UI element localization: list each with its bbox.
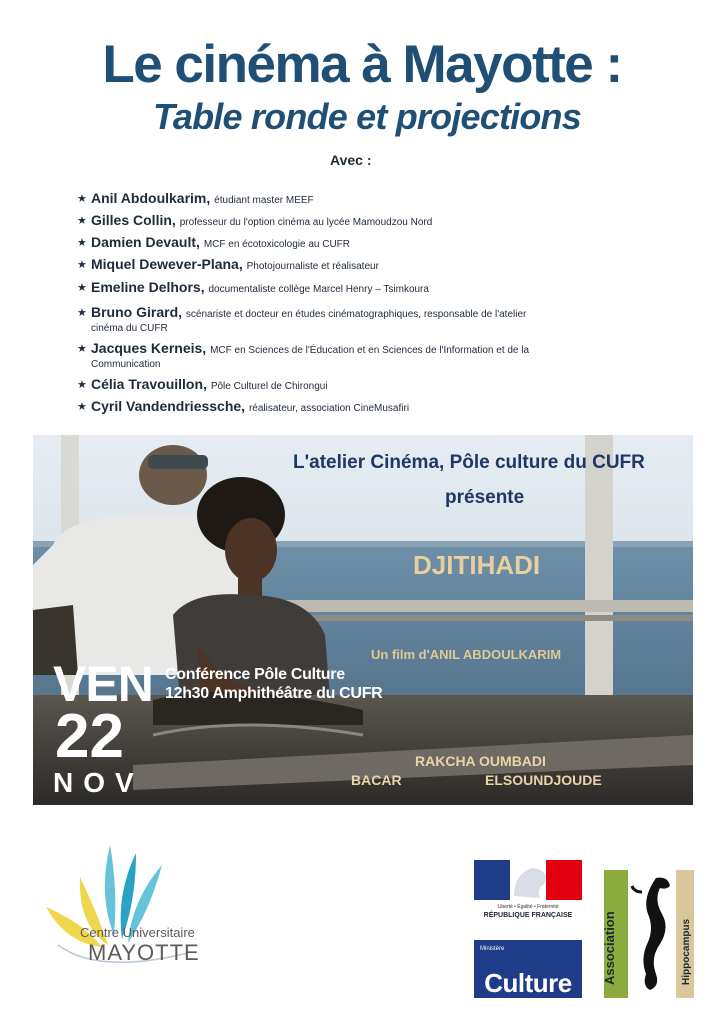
- star-icon: ★: [77, 401, 87, 413]
- participant-name: Miquel Dewever-Plana,: [91, 256, 243, 272]
- star-icon: ★: [77, 343, 87, 355]
- participant-name: Gilles Collin,: [91, 212, 176, 228]
- star-icon: ★: [77, 282, 87, 294]
- star-icon: ★: [77, 237, 87, 249]
- participant-item: [77, 279, 429, 298]
- star-icon: ★: [77, 215, 87, 227]
- participant-name: Jacques Kerneis,: [91, 340, 207, 356]
- university-name-line2: MAYOTTE: [88, 940, 200, 965]
- participant-item: [77, 190, 314, 209]
- event-day-number: 22: [55, 702, 124, 771]
- participant-item: [77, 304, 526, 335]
- participant-role: Pôle Culturel de Chirongui: [210, 381, 328, 392]
- participant-role: réalisateur, association CineMusafiri: [248, 403, 410, 414]
- star-icon: ★: [77, 193, 87, 205]
- participant-role: MCF en Sciences de l'Éducation et en Sciences de l'Information et de la: [210, 345, 530, 356]
- star-icon: ★: [77, 307, 87, 319]
- participant-role-continued: cinéma du CUFR: [91, 323, 168, 334]
- participant-role: scénariste et docteur en études cinématographiques, responsable de l'atelier: [185, 309, 527, 320]
- participant-role: Photojournaliste et réalisateur: [246, 261, 379, 272]
- presenter-line: L'atelier Cinéma, Pôle culture du CUFR: [293, 452, 645, 473]
- poster-title: Le cinéma à Mayotte :: [102, 35, 622, 94]
- ministry-small-label: Ministère: [480, 946, 505, 952]
- republic-motto: Liberté • Égalité • Fraternité: [497, 904, 559, 910]
- participant-name: Emeline Delhors,: [91, 279, 205, 295]
- poster-subtitle: Table ronde et projections: [153, 96, 581, 137]
- event-month: NOV: [53, 767, 144, 798]
- participant-name: Anil Abdoulkarim,: [91, 190, 211, 206]
- association-label: Association: [602, 911, 617, 985]
- participant-item: [77, 234, 350, 253]
- marianne-flag-icon: [474, 860, 582, 930]
- cast-member: BACAR: [351, 772, 402, 788]
- director-credit: Un film d'ANIL ABDOULKARIM: [371, 647, 562, 662]
- participant-item: [77, 340, 529, 371]
- cast-member: ELSOUNDJOUDE: [485, 772, 602, 788]
- film-still-banner: [33, 435, 693, 805]
- university-name-line1: Centre Universitaire: [80, 925, 195, 940]
- participant-name: Damien Devault,: [91, 234, 200, 250]
- venue-line-2: 12h30 Amphithéâtre du CUFR: [165, 685, 383, 702]
- participant-item: [77, 376, 328, 395]
- star-icon: ★: [77, 259, 87, 271]
- ministry-word: Culture: [484, 968, 572, 998]
- film-still-image: [33, 435, 693, 805]
- participant-role: MCF en écotoxicologie au CUFR: [203, 239, 350, 250]
- participant-name: Bruno Girard,: [91, 304, 183, 320]
- participant-role: professeur du l'option cinéma au lycée Mamoudzou Nord: [179, 217, 433, 228]
- venue-line-1: Conférence Pôle Culture: [165, 666, 345, 683]
- participant-role-continued: Communication: [91, 359, 161, 370]
- participant-role: étudiant master MEEF: [214, 195, 314, 206]
- with-label: Avec :: [330, 152, 372, 168]
- participant-role: documentaliste collège Marcel Henry – Tsimkoura: [208, 284, 429, 295]
- association-name: Hippocampus: [681, 918, 692, 985]
- star-icon: ★: [77, 379, 87, 391]
- participant-item: [77, 256, 379, 275]
- presents-label: présente: [445, 487, 525, 508]
- culture-ministry-logo: [474, 940, 582, 998]
- participant-name: Cyril Vandendriessche,: [91, 398, 246, 414]
- participant-item: [77, 212, 432, 231]
- republic-name: RÉPUBLIQUE FRANÇAISE: [483, 912, 573, 919]
- participant-item: [77, 398, 409, 417]
- cast-member: RAKCHA OUMBADI: [415, 753, 546, 769]
- participant-name: Célia Travouillon,: [91, 376, 207, 392]
- film-title: DJITIHADI: [413, 550, 541, 580]
- event-day-name: VEN: [53, 656, 153, 712]
